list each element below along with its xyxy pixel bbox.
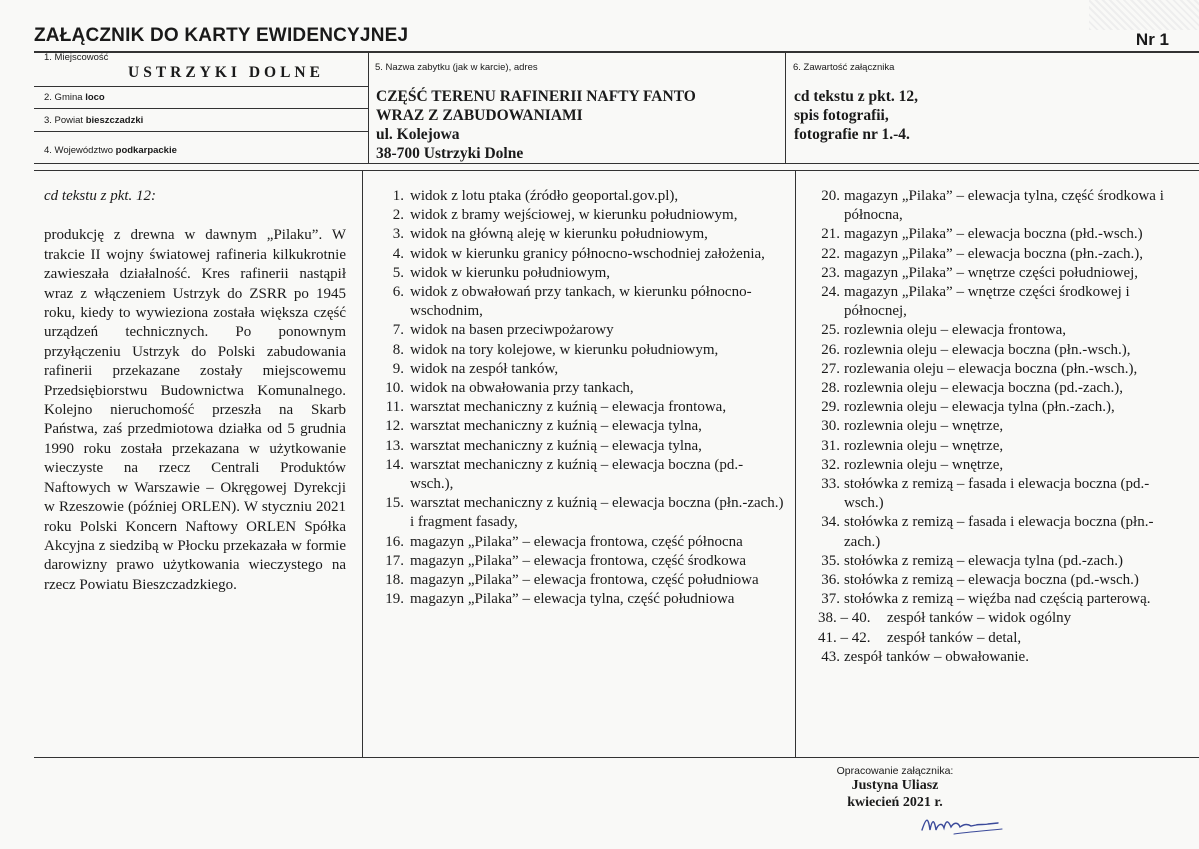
photo-caption: widok w kierunku granicy północno-wschodniej założenia, xyxy=(410,245,765,262)
photo-list-a xyxy=(384,187,784,609)
handwritten-signature xyxy=(918,812,1008,840)
photo-number: 5. xyxy=(392,264,404,281)
photo-list-item xyxy=(818,321,1188,340)
photo-caption: magazyn „Pilaka” – wnętrze części środkowej i północnej, xyxy=(844,284,1130,320)
photo-number: 14. xyxy=(385,456,404,473)
header-divider-right xyxy=(785,52,786,164)
photo-list-item xyxy=(818,417,1188,436)
photo-caption: warsztat mechaniczny z kuźnią – elewacja tylna, xyxy=(410,418,702,435)
monument-postal: 38-700 Ustrzyki Dolne xyxy=(376,145,524,162)
photo-list-item xyxy=(818,398,1188,417)
photo-number: 27. xyxy=(821,360,840,377)
photo-caption: widok na zespół tanków, xyxy=(410,360,559,377)
field-5-value xyxy=(376,87,696,163)
photo-list-item xyxy=(818,245,1188,264)
photo-number: 33. xyxy=(821,476,840,493)
photo-number: 8. xyxy=(392,341,404,358)
photo-list-item xyxy=(384,571,784,590)
photo-list-item xyxy=(818,629,1188,648)
photo-caption: magazyn „Pilaka” – elewacja boczna (płd.-wsch.) xyxy=(844,226,1143,243)
signature-block xyxy=(820,765,970,811)
photo-list-item xyxy=(818,225,1188,244)
photo-number: 17. xyxy=(385,552,404,569)
body-bottom-rule xyxy=(34,757,1199,758)
photo-list-item xyxy=(384,321,784,340)
photo-list-item xyxy=(384,533,784,552)
page-title: ZAŁĄCZNIK DO KARTY EWIDENCYJNEJ xyxy=(34,25,409,46)
photo-number: 36. xyxy=(821,572,840,589)
field-3-value: bieszczadzki xyxy=(85,115,144,126)
photo-caption: warsztat mechaniczny z kuźnią – elewacja boczna (pd.-wsch.), xyxy=(410,456,744,493)
photo-number: 2. xyxy=(392,207,404,224)
body-divider-left xyxy=(362,171,363,758)
header-bottom-rule xyxy=(34,163,1199,164)
scan-noise xyxy=(1089,0,1199,30)
photo-number: 6. xyxy=(392,284,404,301)
photo-number: 7. xyxy=(392,322,404,339)
photo-number: 9. xyxy=(392,360,404,377)
photo-caption: widok z bramy wejściowej, w kierunku południowym, xyxy=(410,207,738,224)
photo-caption: warsztat mechaniczny z kuźnią – elewacja tylna, xyxy=(410,437,702,454)
photo-caption: rozlewnia oleju – elewacja boczna (płn.-wsch.), xyxy=(844,341,1131,358)
photo-list-item xyxy=(384,552,784,571)
header-bottom-rule-2 xyxy=(34,170,1199,171)
photo-number: 26. xyxy=(821,341,840,358)
field-3 xyxy=(44,115,143,126)
photo-caption: widok z obwałowań przy tankach, w kierunku północno-wschodnim, xyxy=(410,284,752,320)
photo-number: 15. xyxy=(385,495,404,512)
photo-list-item xyxy=(384,360,784,379)
field-divider-3 xyxy=(34,131,368,132)
photo-number: 21. xyxy=(821,226,840,243)
photo-number: 32. xyxy=(821,456,840,473)
photo-list-b xyxy=(818,187,1188,667)
photo-number: 3. xyxy=(392,226,404,243)
photo-list-item xyxy=(818,379,1188,398)
photo-number: 28. xyxy=(821,380,840,397)
photo-number: 43. xyxy=(821,648,840,665)
photo-caption: widok na basen przeciwpożarowy xyxy=(410,322,614,339)
photo-list-item xyxy=(384,264,784,283)
photo-list-item xyxy=(818,187,1188,225)
photo-caption: magazyn „Pilaka” – elewacja tylna, część południowa xyxy=(410,591,735,608)
photo-number: 4. xyxy=(392,245,404,262)
field-2-label: 2. Gmina xyxy=(44,92,83,103)
field-divider-1 xyxy=(34,86,368,87)
photo-caption: magazyn „Pilaka” – elewacja frontowa, część środkowa xyxy=(410,552,747,569)
photo-list-item xyxy=(818,264,1188,283)
photo-number: 38. – 40. xyxy=(818,610,871,627)
photo-list-part-2 xyxy=(818,187,1188,667)
photo-number: 25. xyxy=(821,322,840,339)
photo-list-item xyxy=(818,552,1188,571)
photo-number: 24. xyxy=(821,284,840,301)
photo-number: 41. – 42. xyxy=(818,629,871,646)
photo-list-item xyxy=(384,590,784,609)
photo-number: 31. xyxy=(821,437,840,454)
monument-name-line-1: CZĘŚĆ TERENU RAFINERII NAFTY FANTO xyxy=(376,88,696,105)
photo-list-item xyxy=(384,245,784,264)
signature-label: Opracowanie załącznika: xyxy=(836,765,954,777)
photo-caption: warsztat mechaniczny z kuźnią – elewacja boczna (płn.-zach.) i fragment fasady, xyxy=(410,495,784,531)
photo-list-item xyxy=(384,283,784,321)
photo-caption: stołówka z remizą – elewacja boczna (pd.-wsch.) xyxy=(844,572,1139,589)
photo-list-item xyxy=(384,341,784,360)
field-3-label: 3. Powiat xyxy=(44,115,84,126)
photo-caption: rozlewnia oleju – wnętrze, xyxy=(844,437,1004,454)
photo-list-item xyxy=(818,648,1188,667)
field-4-label: 4. Województwo xyxy=(44,145,113,156)
author-name: Justyna Uliasz xyxy=(851,778,939,793)
photo-list-item xyxy=(384,494,784,532)
photo-number: 29. xyxy=(821,399,840,416)
photo-list-item xyxy=(384,456,784,494)
photo-list-item xyxy=(384,225,784,244)
continuation-heading: cd tekstu z pkt. 12: xyxy=(44,188,157,204)
monument-name-line-2: WRAZ Z ZABUDOWANIAMI xyxy=(376,107,583,124)
header-top-rule xyxy=(34,51,1199,53)
photo-caption: rozlewnia oleju – wnętrze, xyxy=(844,456,1004,473)
photo-list-part-1 xyxy=(384,187,784,609)
contents-line-3: fotografie nr 1.-4. xyxy=(794,126,910,143)
photo-caption: widok na główną aleję w kierunku południowym, xyxy=(410,226,708,243)
photo-caption: stołówka z remizą – elewacja tylna (pd.-zach.) xyxy=(844,552,1124,569)
photo-caption: zespół tanków – detal, xyxy=(887,629,1022,646)
photo-caption: stołówka z remizą – więźba nad częścią parterową. xyxy=(844,591,1151,608)
photo-caption: widok z lotu ptaka (źródło geoportal.gov.pl), xyxy=(410,188,679,204)
photo-number: 37. xyxy=(821,591,840,608)
photo-caption: rozlewania oleju – elewacja boczna (płn.-wsch.), xyxy=(844,360,1138,377)
field-1-label: 1. Miejscowość xyxy=(44,52,109,63)
field-4 xyxy=(44,145,177,156)
photo-caption: rozlewnia oleju – elewacja frontowa, xyxy=(844,322,1066,339)
field-5-label: 5. Nazwa zabytku (jak w karcie), adres xyxy=(375,62,538,73)
photo-caption: magazyn „Pilaka” – wnętrze części południowej, xyxy=(844,264,1139,281)
photo-list-item xyxy=(818,283,1188,321)
photo-number: 12. xyxy=(385,418,404,435)
photo-caption: stołówka z remizą – fasada i elewacja boczna (pd.-wsch.) xyxy=(844,476,1150,512)
field-1-value: USTRZYKI DOLNE xyxy=(128,64,324,81)
photo-list-item xyxy=(818,513,1188,551)
photo-list-item xyxy=(384,417,784,436)
photo-caption: warsztat mechaniczny z kuźnią – elewacja frontowa, xyxy=(410,399,727,416)
photo-number: 13. xyxy=(385,437,404,454)
photo-list-item xyxy=(818,360,1188,379)
photo-list-item xyxy=(384,206,784,225)
photo-caption: zespół tanków – widok ogólny xyxy=(887,610,1072,627)
field-2 xyxy=(44,92,105,103)
photo-number: 22. xyxy=(821,245,840,262)
photo-caption: widok na obwałowania przy tankach, xyxy=(410,380,634,397)
text-column xyxy=(44,187,346,595)
photo-list-item xyxy=(384,398,784,417)
field-6-value xyxy=(794,87,918,144)
photo-list-item xyxy=(818,456,1188,475)
photo-list-item xyxy=(384,437,784,456)
photo-list-item xyxy=(818,437,1188,456)
photo-list-item xyxy=(818,571,1188,590)
photo-caption: magazyn „Pilaka” – elewacja tylna, część środkowa i północna, xyxy=(844,188,1164,224)
photo-list-item xyxy=(384,379,784,398)
photo-number: 35. xyxy=(821,552,840,569)
photo-caption: rozlewnia oleju – elewacja tylna (płn.-zach.), xyxy=(844,399,1115,416)
field-2-value: loco xyxy=(85,92,105,103)
photo-list-item xyxy=(384,187,784,206)
contents-line-1: cd tekstu z pkt. 12, xyxy=(794,88,919,105)
photo-list-item xyxy=(818,341,1188,360)
field-6-label: 6. Zawartość załącznika xyxy=(793,62,895,73)
photo-caption: magazyn „Pilaka” – elewacja boczna (płn.-zach.), xyxy=(844,245,1144,262)
attachment-number: Nr 1 xyxy=(1135,30,1169,49)
photo-number: 20. xyxy=(821,188,840,204)
photo-number: 1. xyxy=(392,188,404,204)
photo-number: 18. xyxy=(385,572,404,589)
photo-caption: zespół tanków – obwałowanie. xyxy=(844,648,1029,665)
photo-number: 19. xyxy=(385,591,404,608)
photo-number: 10. xyxy=(385,380,404,397)
photo-caption: magazyn „Pilaka” – elewacja frontowa, część północna xyxy=(410,533,743,550)
photo-number: 23. xyxy=(821,264,840,281)
photo-caption: rozlewnia oleju – wnętrze, xyxy=(844,418,1004,435)
field-4-value: podkarpackie xyxy=(115,145,177,156)
photo-caption: stołówka z remizą – fasada i elewacja boczna (płn.-zach.) xyxy=(844,514,1154,550)
photo-number: 11. xyxy=(385,399,404,416)
body-divider-right xyxy=(795,171,796,758)
contents-line-2: spis fotografii, xyxy=(794,107,889,124)
field-divider-2 xyxy=(34,108,368,109)
photo-number: 30. xyxy=(821,418,840,435)
header-divider-left xyxy=(368,52,369,164)
photo-list-item xyxy=(818,609,1188,628)
photo-caption: magazyn „Pilaka” – elewacja frontowa, część południowa xyxy=(410,572,759,589)
photo-caption: widok w kierunku południowym, xyxy=(410,264,610,281)
photo-list-item xyxy=(818,475,1188,513)
photo-number: 34. xyxy=(821,514,840,531)
signature-date: kwiecień 2021 r. xyxy=(847,795,943,810)
continuation-text: produkcję z drewna w dawnym „Pilaku”. W trakcie II wojny światowej rafineria kilkukrotnie zawieszała działalność. Kres rafinerii nastąpił wraz z włączeniem Ustrzyk do ZSRR po 1945 roku, kiedy to wywieziona została większa część urządzeń technicznych. Po ponownym przyłączeniu Ustrzyk do Polski zabudowania rafinerii przekazane zostały miejscowemu Przedsiębiorstwu Budownictwa Komunalnego. Kolejno nieruchomość przeszła na Skarb Państwa, zaś przedmiotowa działka od 5 grudnia 1990 roku została przekazana w użytkowanie wieczyste na rzecz Centrali Produktów Naftowych w Warszawie – Okręgowej Dyrekcji w Rzeszowie (później ORLEN). W styczniu 2021 roku Polski Koncern Naftowy ORLEN Spółka Akcyjna z siedzibą w Płocku przekazała w formie darowizny prawo użytkowania wieczystego na rzecz Powiatu Bieszczadzkiego. xyxy=(44,227,346,593)
photo-number: 16. xyxy=(385,533,404,550)
monument-street: ul. Kolejowa xyxy=(376,126,460,143)
photo-caption: rozlewnia oleju – elewacja boczna (pd.-zach.), xyxy=(844,380,1124,397)
photo-list-item xyxy=(818,590,1188,609)
photo-caption: widok na tory kolejowe, w kierunku południowym, xyxy=(410,341,719,358)
